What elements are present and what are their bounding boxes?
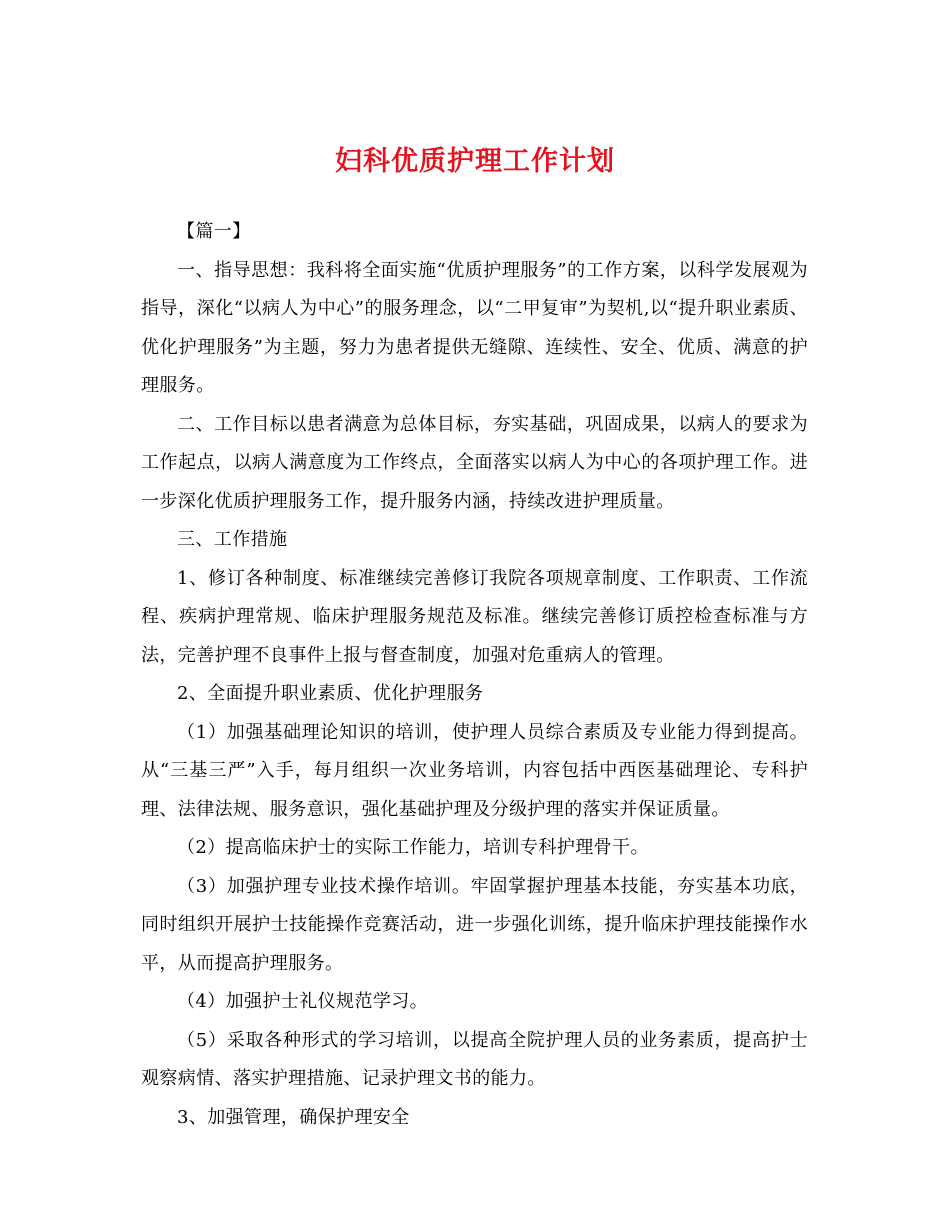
paragraph-guiding-ideology: 一、指导思想：我科将全面实施“优质护理服务”的工作方案，以科学发展观为指导，深化“以病人为中心”的服务理念，以“二甲复审”为契机,以“提升职业素质、优化护理服务”为主题，努力为患者提供无缝隙、连续性、安全、优质、满意的护理服务。 [141,259,808,396]
paragraph-measure-1: 1、修订各种制度、标准继续完善修订我院各项规章制度、工作职责、工作流程、疾病护理常规、临床护理服务规范及标准。继续完善修订质控检查标准与方法，完善护理不良事件上报与督查制度，加强对危重病人的管理。 [141,567,808,666]
paragraph-measure-2-item-5: （5）采取各种形式的学习培训，以提高全院护理人员的业务素质，提高护士观察病情、落实护理措施、记录护理文书的能力。 [141,1029,808,1089]
paragraph-measure-2-item-2: （2）提高临床护士的实际工作能力，培训专科护理骨干。 [177,837,649,858]
document-body [141,213,808,1137]
paragraph-measure-2-heading: 2、全面提升职业素质、优化护理服务 [177,683,484,704]
paragraph-measure-2-item-1: （1）加强基础理论知识的培训，使护理人员综合素质及专业能力得到提高。从“三基三严”入手，每月组织一次业务培训，内容包括中西医基础理论、专科护理、法律法规、服务意识，强化基础护理及分级护理的落实并保证质量。 [141,721,808,820]
paragraph-measure-2-item-4: （4）加强护士礼仪规范学习。 [177,991,429,1012]
paragraph-measure-2-item-3: （3）加强护理专业技术操作培训。牢固掌握护理基本技能，夯实基本功底，同时组织开展护士技能操作竞赛活动，进一步强化训练，提升临床护理技能操作水平，从而提高护理服务。 [141,875,808,974]
paragraph-measure-3-heading: 3、加强管理，确保护理安全 [177,1106,410,1128]
paragraph-work-measures-heading: 三、工作措施 [177,529,288,550]
section-heading-part-one: 【篇一】 [177,221,251,242]
document-title: 妇科优质护理工作计划 [335,146,615,177]
paragraph-work-goals: 二、工作目标以患者满意为总体目标，夯实基础，巩固成果，以病人的要求为工作起点，以病人满意度为工作终点，全面落实以病人为中心的各项护理工作。进一步深化优质护理服务工作，提升服务内涵，持续改进护理质量。 [141,413,808,512]
